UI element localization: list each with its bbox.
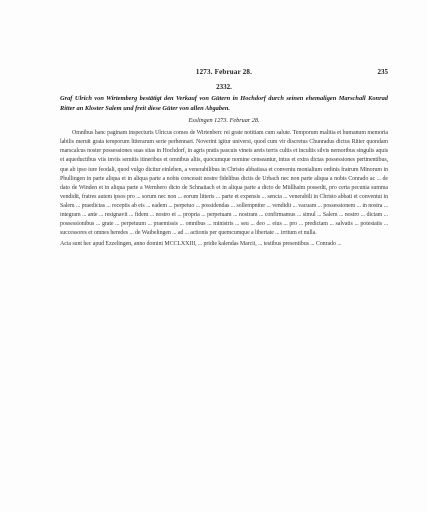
page-number: 235 — [377, 68, 388, 76]
place-date-line: Esslingen 1273. Februar 28. — [188, 117, 260, 125]
text-column — [60, 68, 388, 249]
regest-summary: Graf Ulrich von Wirtemberg bestätigt den Verkauf von Gütern in Hochdorf durch seinen ehemaligen Marschall Konrad Ritter an Kloster Salem und freit diese Güter von allen Abgaben. — [60, 95, 388, 112]
header-date: 1273. Februar 28. — [195, 68, 253, 76]
charter-closing-text: Acta sunt hec apud Ezzelingen, anno domini MCCLXXIII, ... pridie kalendas Marcii, ... testibus presentibus ... Conrado ... — [60, 241, 342, 248]
running-header — [60, 68, 388, 80]
charter-body-text: Omnibus hanc paginam inspecturis Ulricus comes de Wirtenberc rei grate notitiam cum salute. Temporum malitia et humanum memoria labilis meruit grata temporum litterarum serie perhennari. Noverint igitur universi, quod cum vir discretus Chunradus dictus Ritter quondam marscalcus noster possessiones suas sitas in Hochdorf, in agris pratis pascuis vineis areis terris cultis et incultis silvis nemoribus singulis aquis et aqueductibus viis inviis semitis itineribus et omnibus aliis, quocumque nomine censeantur, intus et extra dictas possessiones pertinentibus, que ab ipso iure feodali, quod vulgo dicitur einlehen, a venerabilibus in Christo abbatissa et conventu monialium ordinis fratrum Minorum in Phullingen in parte aliqua et in aliqua parte a nobis concessit nostre fidelibus dictis de Urbach nec non parte aliqua a nobis Conrado ac ... de dato de Winden et in aliqua parte a Wernhero dicto de Schnaitach et in aliqua parte a dicto de Müllhaim possedit, pro certa pecunia summa vendidit, fratres autem ipsos pro ... sorum nec non ... eorum litteris ... parte et expensis ... sencia ... venerabili in Christo abbati et conventui in Salem ... praedictas ... receptis ab eis ... eadem ... perpetuo ... possidendas ... sollempniter ... vendidit ... vacuam ... possessionem ... in nostra ... integram ... ante ... resignavit ... fidem ... nostro et ... propria ... perpetuam ... nostram ... confirmamus ... simul ... Salem ... nostro ... dictam ... possessionibus ... grate ... perpetuum ... praemissis ... omnibus ... ministris ... seu ... deo ... eius ... pro ... predictam ... salvatis ... potestatis ... successores et omnes heredes ... de Waibelingen ... ad ... actionis per quemcumque a libertate ... irritum et nulla. — [60, 130, 388, 237]
document-number: 2332. — [216, 83, 232, 91]
